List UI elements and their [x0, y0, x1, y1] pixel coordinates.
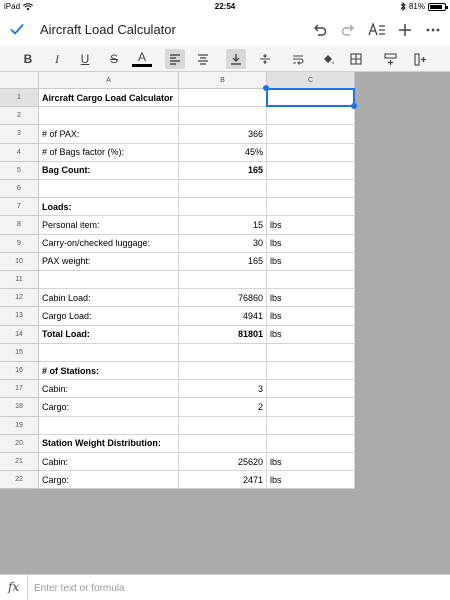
insert-row-icon[interactable]	[380, 49, 400, 69]
cell-c18[interactable]	[267, 398, 355, 416]
wrap-text-icon[interactable]	[288, 49, 308, 69]
row-header-4[interactable]: 4	[0, 144, 39, 162]
text-color-icon[interactable]: A	[132, 49, 152, 67]
cell-a11[interactable]	[39, 271, 179, 289]
checkmark-icon[interactable]	[8, 20, 26, 38]
cell-a19[interactable]	[39, 417, 179, 435]
cell-b20[interactable]	[179, 435, 267, 453]
row-header-2[interactable]: 2	[0, 107, 39, 125]
cell-a15[interactable]	[39, 344, 179, 362]
cell-a9[interactable]: Carry-on/checked luggage:	[39, 235, 179, 253]
cell-b6[interactable]	[179, 180, 267, 198]
row-header-13[interactable]: 13	[0, 307, 39, 325]
status-bar	[0, 0, 450, 14]
formula-input[interactable]	[34, 579, 434, 597]
cell-b9[interactable]: 30	[179, 235, 267, 253]
cell-b21[interactable]: 25620	[179, 453, 267, 471]
align-center-icon[interactable]	[193, 49, 213, 69]
cell-b1[interactable]	[179, 89, 267, 107]
cell-b16[interactable]	[179, 362, 267, 380]
formula-divider	[27, 575, 28, 600]
cell-b18[interactable]: 2	[179, 398, 267, 416]
text-format-icon[interactable]	[367, 20, 387, 40]
cell-b3[interactable]: 366	[179, 125, 267, 143]
cell-b17[interactable]: 3	[179, 380, 267, 398]
cell-c4[interactable]	[267, 144, 355, 162]
cell-c21[interactable]: lbs	[267, 453, 355, 471]
cell-b2[interactable]	[179, 107, 267, 125]
cell-a16[interactable]: # of Stations:	[39, 362, 179, 380]
cell-b8[interactable]: 15	[179, 216, 267, 234]
cell-c13[interactable]: lbs	[267, 307, 355, 325]
cell-c15[interactable]	[267, 344, 355, 362]
cell-b13[interactable]: 4941	[179, 307, 267, 325]
cell-c17[interactable]	[267, 380, 355, 398]
cell-a4[interactable]: # of Bags factor (%):	[39, 144, 179, 162]
row-header-6[interactable]: 6	[0, 180, 39, 198]
borders-icon[interactable]	[346, 49, 366, 69]
cell-a13[interactable]: Cargo Load:	[39, 307, 179, 325]
plus-icon[interactable]	[395, 20, 415, 40]
cell-b11[interactable]	[179, 271, 267, 289]
italic-icon[interactable]: I	[55, 51, 59, 66]
more-icon[interactable]	[423, 20, 443, 40]
cell-c7[interactable]	[267, 198, 355, 216]
row-header-3[interactable]: 3	[0, 125, 39, 143]
row-header-8[interactable]: 8	[0, 216, 39, 234]
row-header-19[interactable]: 19	[0, 417, 39, 435]
cell-a6[interactable]	[39, 180, 179, 198]
battery-icon	[428, 3, 446, 11]
spreadsheet-grid[interactable]	[0, 72, 450, 574]
cell-a14[interactable]: Total Load:	[39, 326, 179, 344]
cell-c11[interactable]	[267, 271, 355, 289]
fx-icon: fx	[8, 580, 20, 594]
cell-b22[interactable]: 2471	[179, 471, 267, 489]
title-bar	[0, 14, 450, 46]
select-all-corner[interactable]	[0, 72, 39, 89]
cell-a21[interactable]: Cabin:	[39, 453, 179, 471]
cell-c16[interactable]	[267, 362, 355, 380]
cell-b12[interactable]: 76860	[179, 289, 267, 307]
undo-icon[interactable]	[310, 20, 330, 40]
cell-c1[interactable]	[267, 89, 355, 107]
cell-c2[interactable]	[267, 107, 355, 125]
selection-handle-end[interactable]	[351, 103, 357, 109]
row-header-11[interactable]: 11	[0, 271, 39, 289]
cell-a8[interactable]: Personal item:	[39, 216, 179, 234]
format-toolbar	[0, 46, 450, 72]
cell-a22[interactable]: Cargo:	[39, 471, 179, 489]
cell-b10[interactable]: 165	[179, 253, 267, 271]
cell-a3[interactable]: # of PAX:	[39, 125, 179, 143]
cell-a18[interactable]: Cargo:	[39, 398, 179, 416]
column-header-c[interactable]: C	[267, 72, 355, 89]
row-header-17[interactable]: 17	[0, 380, 39, 398]
cell-c9[interactable]: lbs	[267, 235, 355, 253]
vertical-align-middle-icon[interactable]	[255, 49, 275, 69]
fill-color-icon[interactable]	[318, 49, 338, 69]
insert-column-icon[interactable]	[410, 49, 430, 69]
row-header-12[interactable]: 12	[0, 289, 39, 307]
cell-c8[interactable]: lbs	[267, 216, 355, 234]
cell-b4[interactable]: 45%	[179, 144, 267, 162]
status-time: 22:54	[214, 2, 236, 11]
cell-a1[interactable]: Aircraft Cargo Load Calculator	[39, 89, 179, 107]
redo-icon[interactable]	[338, 20, 358, 40]
row-header-10[interactable]: 10	[0, 253, 39, 271]
align-left-icon[interactable]	[165, 49, 185, 69]
cell-c6[interactable]	[267, 180, 355, 198]
bluetooth-icon	[400, 2, 406, 11]
cell-a2[interactable]	[39, 107, 179, 125]
row-header-20[interactable]: 20	[0, 435, 39, 453]
cell-b19[interactable]	[179, 417, 267, 435]
row-header-18[interactable]: 18	[0, 398, 39, 416]
cell-c19[interactable]	[267, 417, 355, 435]
document-title[interactable]: Aircraft Load Calculator	[40, 22, 176, 37]
row-header-1[interactable]: 1	[0, 89, 39, 107]
column-header-b[interactable]: B	[179, 72, 267, 89]
cell-c12[interactable]: lbs	[267, 289, 355, 307]
cell-a20[interactable]: Station Weight Distribution:	[39, 435, 179, 453]
cell-c10[interactable]: lbs	[267, 253, 355, 271]
device-name: iPad	[4, 2, 21, 11]
battery-percent: 81%	[408, 2, 425, 11]
row-header-14[interactable]: 14	[0, 326, 39, 344]
column-header-a[interactable]: A	[39, 72, 179, 89]
underline-icon[interactable]: U	[80, 52, 90, 66]
cell-a10[interactable]: PAX weight:	[39, 253, 179, 271]
cell-c3[interactable]	[267, 125, 355, 143]
strikethrough-icon[interactable]: S	[109, 52, 118, 66]
cell-c20[interactable]	[267, 435, 355, 453]
cell-b7[interactable]	[179, 198, 267, 216]
row-header-21[interactable]: 21	[0, 453, 39, 471]
formula-bar	[0, 574, 450, 600]
bold-icon[interactable]: B	[23, 52, 33, 66]
row-header-22[interactable]: 22	[0, 471, 39, 489]
row-header-9[interactable]: 9	[0, 235, 39, 253]
cell-b14[interactable]: 81801	[179, 326, 267, 344]
cell-a5[interactable]: Bag Count:	[39, 162, 179, 180]
row-header-16[interactable]: 16	[0, 362, 39, 380]
row-header-7[interactable]: 7	[0, 198, 39, 216]
cell-c14[interactable]: lbs	[267, 326, 355, 344]
selection-handle-start[interactable]	[263, 85, 269, 91]
status-right	[400, 2, 446, 11]
cell-b5[interactable]: 165	[179, 162, 267, 180]
cell-a17[interactable]: Cabin:	[39, 380, 179, 398]
cell-a12[interactable]: Cabin Load:	[39, 289, 179, 307]
cell-c22[interactable]: lbs	[267, 471, 355, 489]
cell-b15[interactable]	[179, 344, 267, 362]
cell-c5[interactable]	[267, 162, 355, 180]
vertical-align-bottom-icon[interactable]	[226, 49, 246, 69]
row-header-15[interactable]: 15	[0, 344, 39, 362]
cell-a7[interactable]: Loads:	[39, 198, 179, 216]
row-header-5[interactable]: 5	[0, 162, 39, 180]
